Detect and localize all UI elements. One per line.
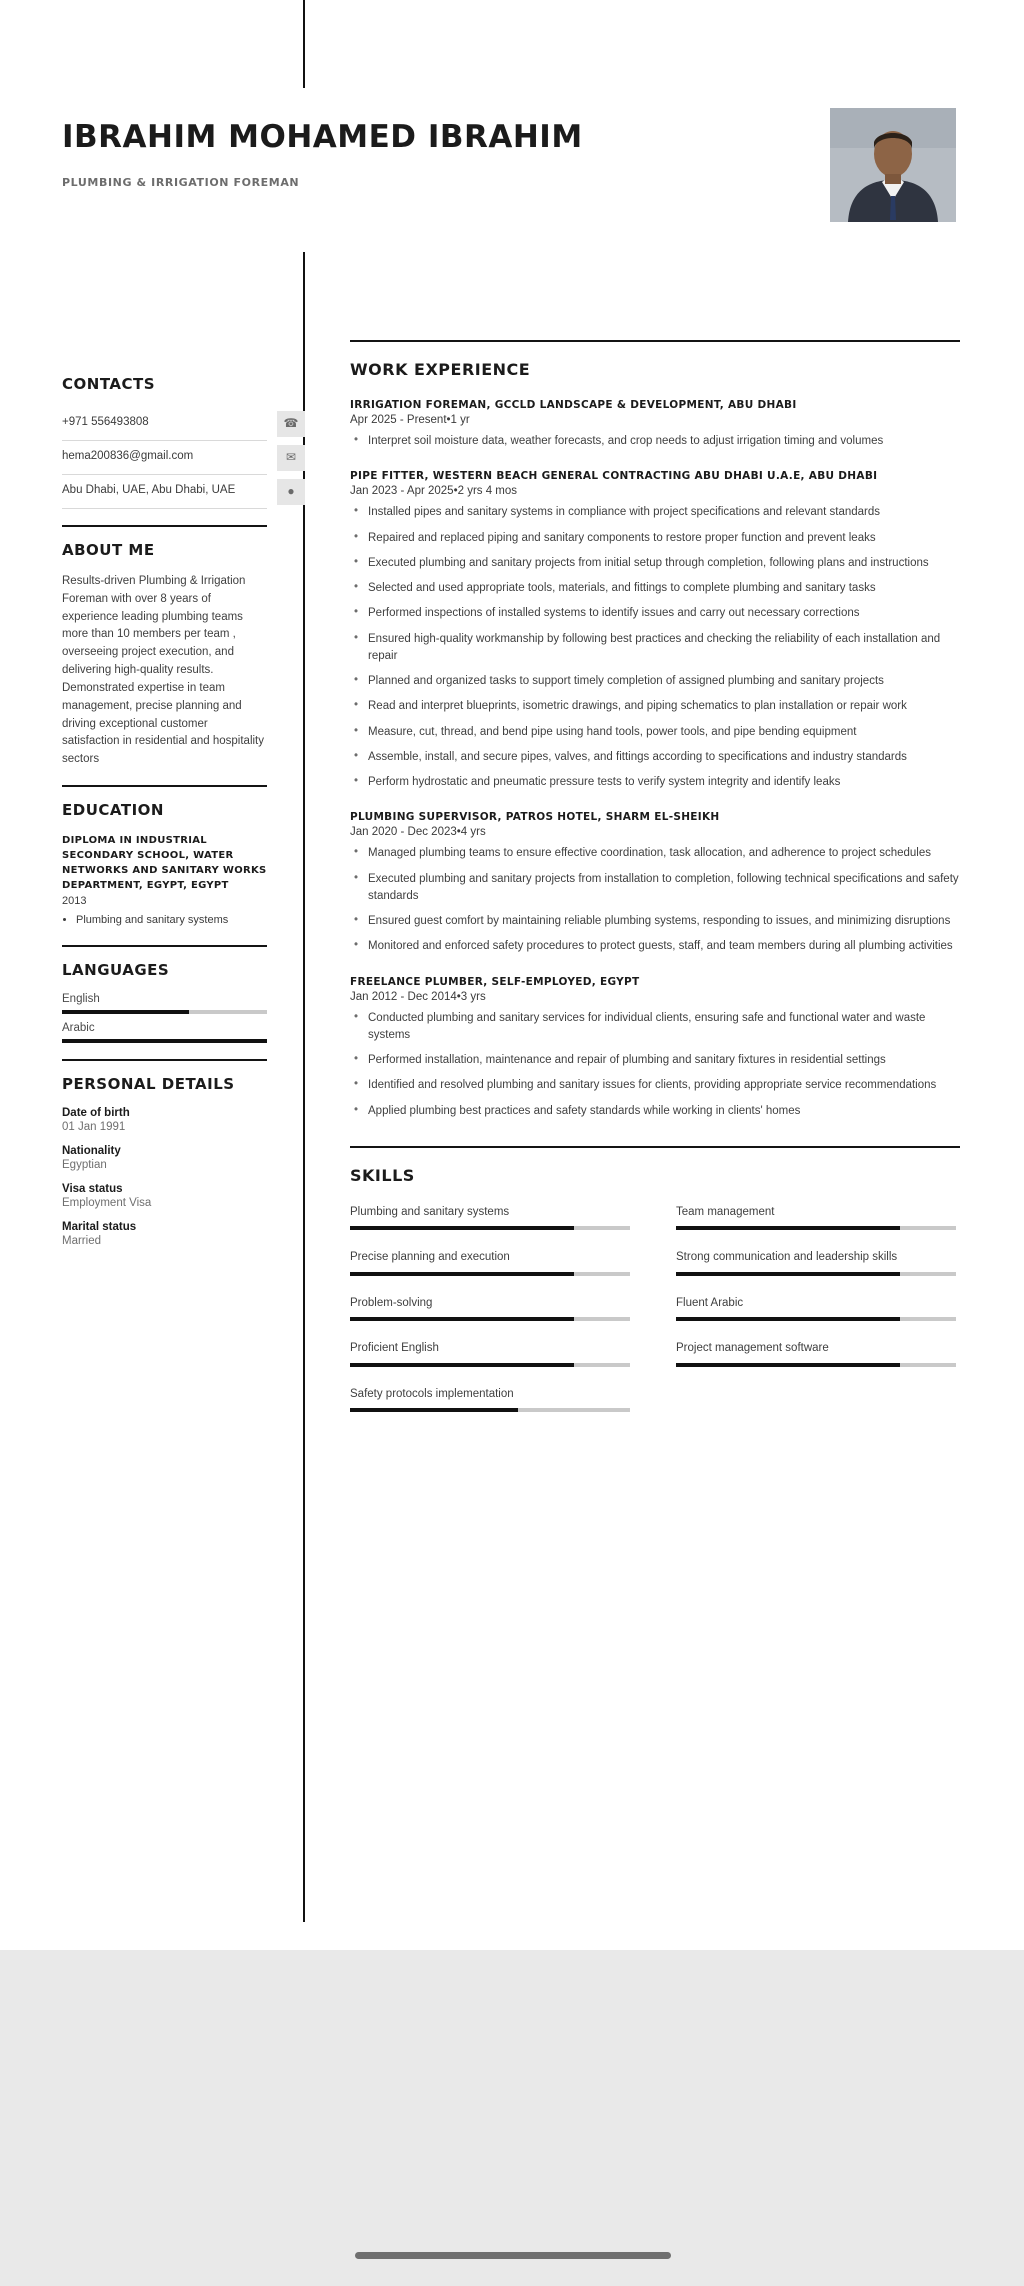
skill-item [350, 1250, 630, 1276]
education-heading: EDUCATION [62, 800, 164, 819]
job-dates: Jan 2023 - Apr 2025•2 yrs 4 mos [350, 485, 518, 498]
divider [350, 340, 960, 342]
skill-item [350, 1341, 630, 1367]
avatar-illustration [830, 108, 956, 222]
contact-location-value: Abu Dhabi, UAE, Abu Dhabi, UAE [62, 484, 236, 496]
skill-item [350, 1387, 630, 1413]
personal-detail-value: Egyptian [62, 1158, 107, 1171]
skill-name: Proficient English [350, 1342, 439, 1355]
list-item: • Read and interpret blueprints, isometric drawings, and piping schematics to plan installation or repair work [366, 698, 960, 715]
job-entry [350, 811, 960, 955]
job-header: PLUMBING SUPERVISOR, PATROS HOTEL, SHARM EL-SHEIKH [350, 811, 720, 824]
list-item: • Conducted plumbing and sanitary services for individual clients, ensuring safe and functional water and waste systems [366, 1010, 960, 1045]
divider [62, 785, 267, 787]
sidebar [62, 375, 299, 1259]
contacts-heading: CONTACTS [62, 375, 156, 393]
education-item-year: 2013 [62, 894, 87, 907]
divider [62, 525, 267, 527]
job-bullets [350, 845, 960, 955]
list-item: • Performed installation, maintenance and repair of plumbing and sanitary fixtures in residential settings [366, 1052, 960, 1069]
skill-name: Plumbing and sanitary systems [350, 1205, 510, 1218]
job-dates: Jan 2012 - Dec 2014•3 yrs [350, 990, 486, 1003]
phone-icon: ☎ [277, 411, 305, 437]
list-item: • Executed plumbing and sanitary projects from initial setup through completion, following plans and instructions [366, 555, 960, 572]
skill-item [676, 1205, 956, 1231]
language-item [62, 1022, 267, 1043]
list-item: • Repaired and replaced piping and sanitary components to restore proper function and prevent leaks [366, 530, 960, 547]
list-item: • Planned and organized tasks to support timely completion of assigned plumbing and sanitary projects [366, 673, 960, 690]
contact-location[interactable] [62, 475, 295, 509]
personal-detail-label: Visa status [62, 1182, 123, 1195]
list-item: • Interpret soil moisture data, weather forecasts, and crop needs to adjust irrigation timing and volumes [366, 433, 960, 450]
job-bullets [350, 1010, 960, 1120]
skill-item [350, 1296, 630, 1322]
personal-detail-marital [62, 1221, 267, 1247]
location-icon: ● [277, 479, 305, 505]
personal-detail-visa [62, 1183, 267, 1209]
job-bullets [350, 433, 960, 450]
avatar [830, 108, 956, 222]
skills-grid [350, 1205, 960, 1433]
education-item-bullets [62, 913, 267, 929]
list-item: • Ensured guest comfort by maintaining reliable plumbing systems, responding to issues, and minimizing disruptions [366, 913, 960, 930]
job-entry [350, 976, 960, 1120]
language-level-bar [62, 1010, 267, 1014]
job-header: FREELANCE PLUMBER, SELF-EMPLOYED, EGYPT [350, 975, 640, 988]
personal-detail-label: Marital status [62, 1220, 137, 1233]
mail-icon: ✉ [277, 445, 305, 471]
education-item [62, 833, 267, 929]
page-title: IBRAHIM MOHAMED IBRAHIM [62, 119, 583, 155]
list-item: • Perform hydrostatic and pneumatic pressure tests to verify system integrity and identify leaks [366, 774, 960, 791]
skills-column-right [676, 1205, 956, 1433]
list-item: • Installed pipes and sanitary systems in compliance with project specifications and relevant standards [366, 504, 960, 521]
contact-phone-value: +971 556493808 [62, 416, 149, 428]
divider [62, 1059, 267, 1061]
skill-name: Project management software [676, 1342, 829, 1355]
contact-phone[interactable] [62, 407, 299, 441]
skill-name: Team management [676, 1205, 775, 1218]
skill-name: Strong communication and leadership skills [676, 1251, 898, 1264]
work-experience-heading: WORK EXPERIENCE [350, 360, 531, 379]
personal-detail-label: Date of birth [62, 1106, 130, 1119]
personal-detail-label: Nationality [62, 1144, 121, 1157]
job-entry [350, 399, 960, 450]
personal-detail-dob [62, 1107, 267, 1133]
job-header: PIPE FITTER, WESTERN BEACH GENERAL CONTRACTING ABU DHABI U.A.E, ABU DHABI [350, 470, 878, 483]
about-heading: ABOUT ME [62, 541, 155, 559]
main-content [350, 340, 960, 1432]
header-subtitle: PLUMBING & IRRIGATION FOREMAN [62, 176, 300, 190]
list-item: • Selected and used appropriate tools, materials, and fittings to complete plumbing and sanitary tasks [366, 580, 960, 597]
personal-detail-value: 01 Jan 1991 [62, 1120, 126, 1133]
skill-item [676, 1250, 956, 1276]
contact-email-value: hema200836@gmail.com [62, 450, 194, 462]
skill-level-bar [676, 1317, 956, 1321]
languages-heading: LANGUAGES [62, 960, 170, 979]
list-item: • Ensured high-quality workmanship by following best practices and checking the reliability of each installation and repair [366, 631, 960, 666]
skill-name: Fluent Arabic [676, 1296, 744, 1309]
divider [350, 1146, 960, 1148]
language-name: English [62, 992, 100, 1005]
skill-item [350, 1205, 630, 1231]
resume-header [62, 120, 762, 189]
contact-email[interactable] [62, 441, 297, 475]
job-header: IRRIGATION FOREMAN, GCCLD LANDSCAPE & DEVELOPMENT, ABU DHABI [350, 399, 797, 411]
skill-level-bar [350, 1272, 630, 1276]
skill-item [676, 1341, 956, 1367]
about-text: Results-driven Plumbing & Irrigation Foreman with over 8 years of experience leading plumbing teams more than 10 members per team , overseeing project execution, and delivering high-quality results. Demonstrated expertise in team management, precise planning and driving exceptional customer satisfaction in residential and hospitality sectors [62, 575, 265, 766]
skill-level-bar [676, 1226, 956, 1230]
list-item: • Assemble, install, and secure pipes, valves, and fittings according to specifications and industry standards [366, 749, 960, 766]
personal-detail-nationality [62, 1145, 267, 1171]
skills-column-left [350, 1205, 630, 1433]
list-item: • Identified and resolved plumbing and sanitary issues for clients, providing appropriate service recommendations [366, 1077, 960, 1094]
viewer-background [0, 1950, 1024, 2286]
skill-level-bar [350, 1226, 630, 1230]
personal-detail-value: Married [62, 1234, 101, 1247]
list-item: • Applied plumbing best practices and safety standards while working in clients' homes [366, 1103, 960, 1120]
personal-details-heading: PERSONAL DETAILS [62, 1074, 235, 1093]
list-item: • Performed inspections of installed systems to identify issues and carry out necessary corrections [366, 605, 960, 622]
job-entry [350, 470, 960, 791]
skills-heading: SKILLS [350, 1165, 415, 1185]
list-item: • Measure, cut, thread, and bend pipe using hand tools, power tools, and pipe bending equipment [366, 724, 960, 741]
skill-level-bar [350, 1363, 630, 1367]
horizontal-scrollbar[interactable] [355, 2252, 671, 2259]
list-item: • Managed plumbing teams to ensure effective coordination, task allocation, and adherence to project schedules [366, 845, 960, 862]
education-item-title: DIPLOMA IN INDUSTRIAL SECONDARY SCHOOL, WATER NETWORKS AND SANITARY WORKS DEPARTMENT, EGYPT, EGYPT [62, 834, 267, 891]
divider [62, 945, 267, 947]
skill-level-bar [350, 1317, 630, 1321]
list-item: • Executed plumbing and sanitary projects from installation to completion, following technical specifications and safety standards [366, 871, 960, 906]
skill-level-bar [350, 1408, 630, 1412]
skill-name: Safety protocols implementation [350, 1387, 514, 1400]
skill-item [676, 1296, 956, 1322]
skill-name: Problem-solving [350, 1296, 433, 1309]
skill-name: Precise planning and execution [350, 1251, 510, 1264]
job-bullets [350, 504, 960, 791]
header-vertical-rule [303, 0, 305, 88]
job-dates: Jan 2020 - Dec 2023•4 yrs [350, 826, 486, 839]
list-item: • Monitored and enforced safety procedures to protect guests, staff, and team members during all plumbing activities [366, 938, 960, 955]
language-item [62, 993, 267, 1014]
language-name: Arabic [62, 1021, 95, 1034]
language-level-bar [62, 1039, 267, 1043]
personal-detail-value: Employment Visa [62, 1196, 152, 1209]
skill-level-bar [676, 1363, 956, 1367]
list-item: • Plumbing and sanitary systems [76, 913, 267, 929]
job-dates: Apr 2025 - Present•1 yr [350, 414, 470, 426]
skill-level-bar [676, 1272, 956, 1276]
